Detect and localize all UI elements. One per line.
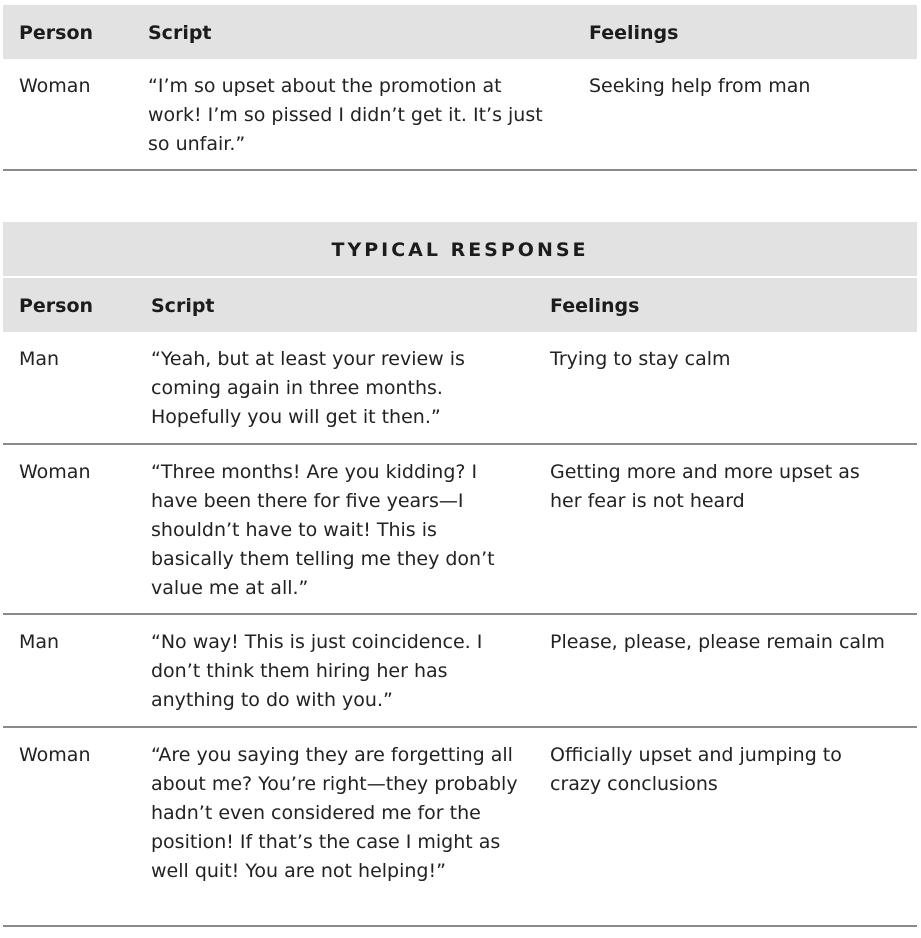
person-cell: Woman [19,744,91,766]
feelings-cell: Officially upset and jumping to crazy conclusions [550,744,842,795]
table-row [3,728,917,927]
response-header-feelings: Feelings [550,295,640,317]
person-cell: Man [19,631,60,653]
response-table-title: TYPICAL RESPONSE [3,222,917,278]
intro-person-cell: Woman [19,75,91,97]
intro-script-cell: “I’m so upset about the promotion at work! I’m so pissed I didn’t get it. It’s just so unfair.” [148,75,543,155]
intro-header-person: Person [19,22,94,44]
response-header-person: Person [19,295,94,317]
feelings-cell: Please, please, please remain calm [550,631,885,653]
response-header-row [3,278,917,332]
script-cell: “Three months! Are you kidding? I have been there for five years—I shouldn’t have to wait! This is basically them telling me they don’t value me at all.” [151,461,495,599]
table-row [3,445,917,615]
feelings-cell: Getting more and more upset as her fear is not heard [550,461,860,512]
person-cell: Man [19,348,60,370]
intro-row [3,59,917,171]
table-row [3,615,917,728]
intro-header-feelings: Feelings [589,22,679,44]
feelings-cell: Trying to stay calm [550,348,731,370]
person-cell: Woman [19,461,91,483]
intro-table [3,5,917,171]
script-cell: “No way! This is just coincidence. I don’t think them hiring her has anything to do with you.” [151,631,483,711]
response-header-script: Script [151,295,215,317]
intro-header-script: Script [148,22,212,44]
intro-feelings-cell: Seeking help from man [589,75,811,97]
response-table [3,222,917,927]
script-cell: “Yeah, but at least your review is coming again in three months. Hopefully you will get it then.” [151,348,465,428]
table-row [3,332,917,445]
intro-header-row [3,5,917,59]
script-cell: “Are you saying they are forgetting all about me? You’re right—they probably hadn’t even considered me for the position! If that’s the case I might as well quit! You are not helping!” [151,744,518,882]
